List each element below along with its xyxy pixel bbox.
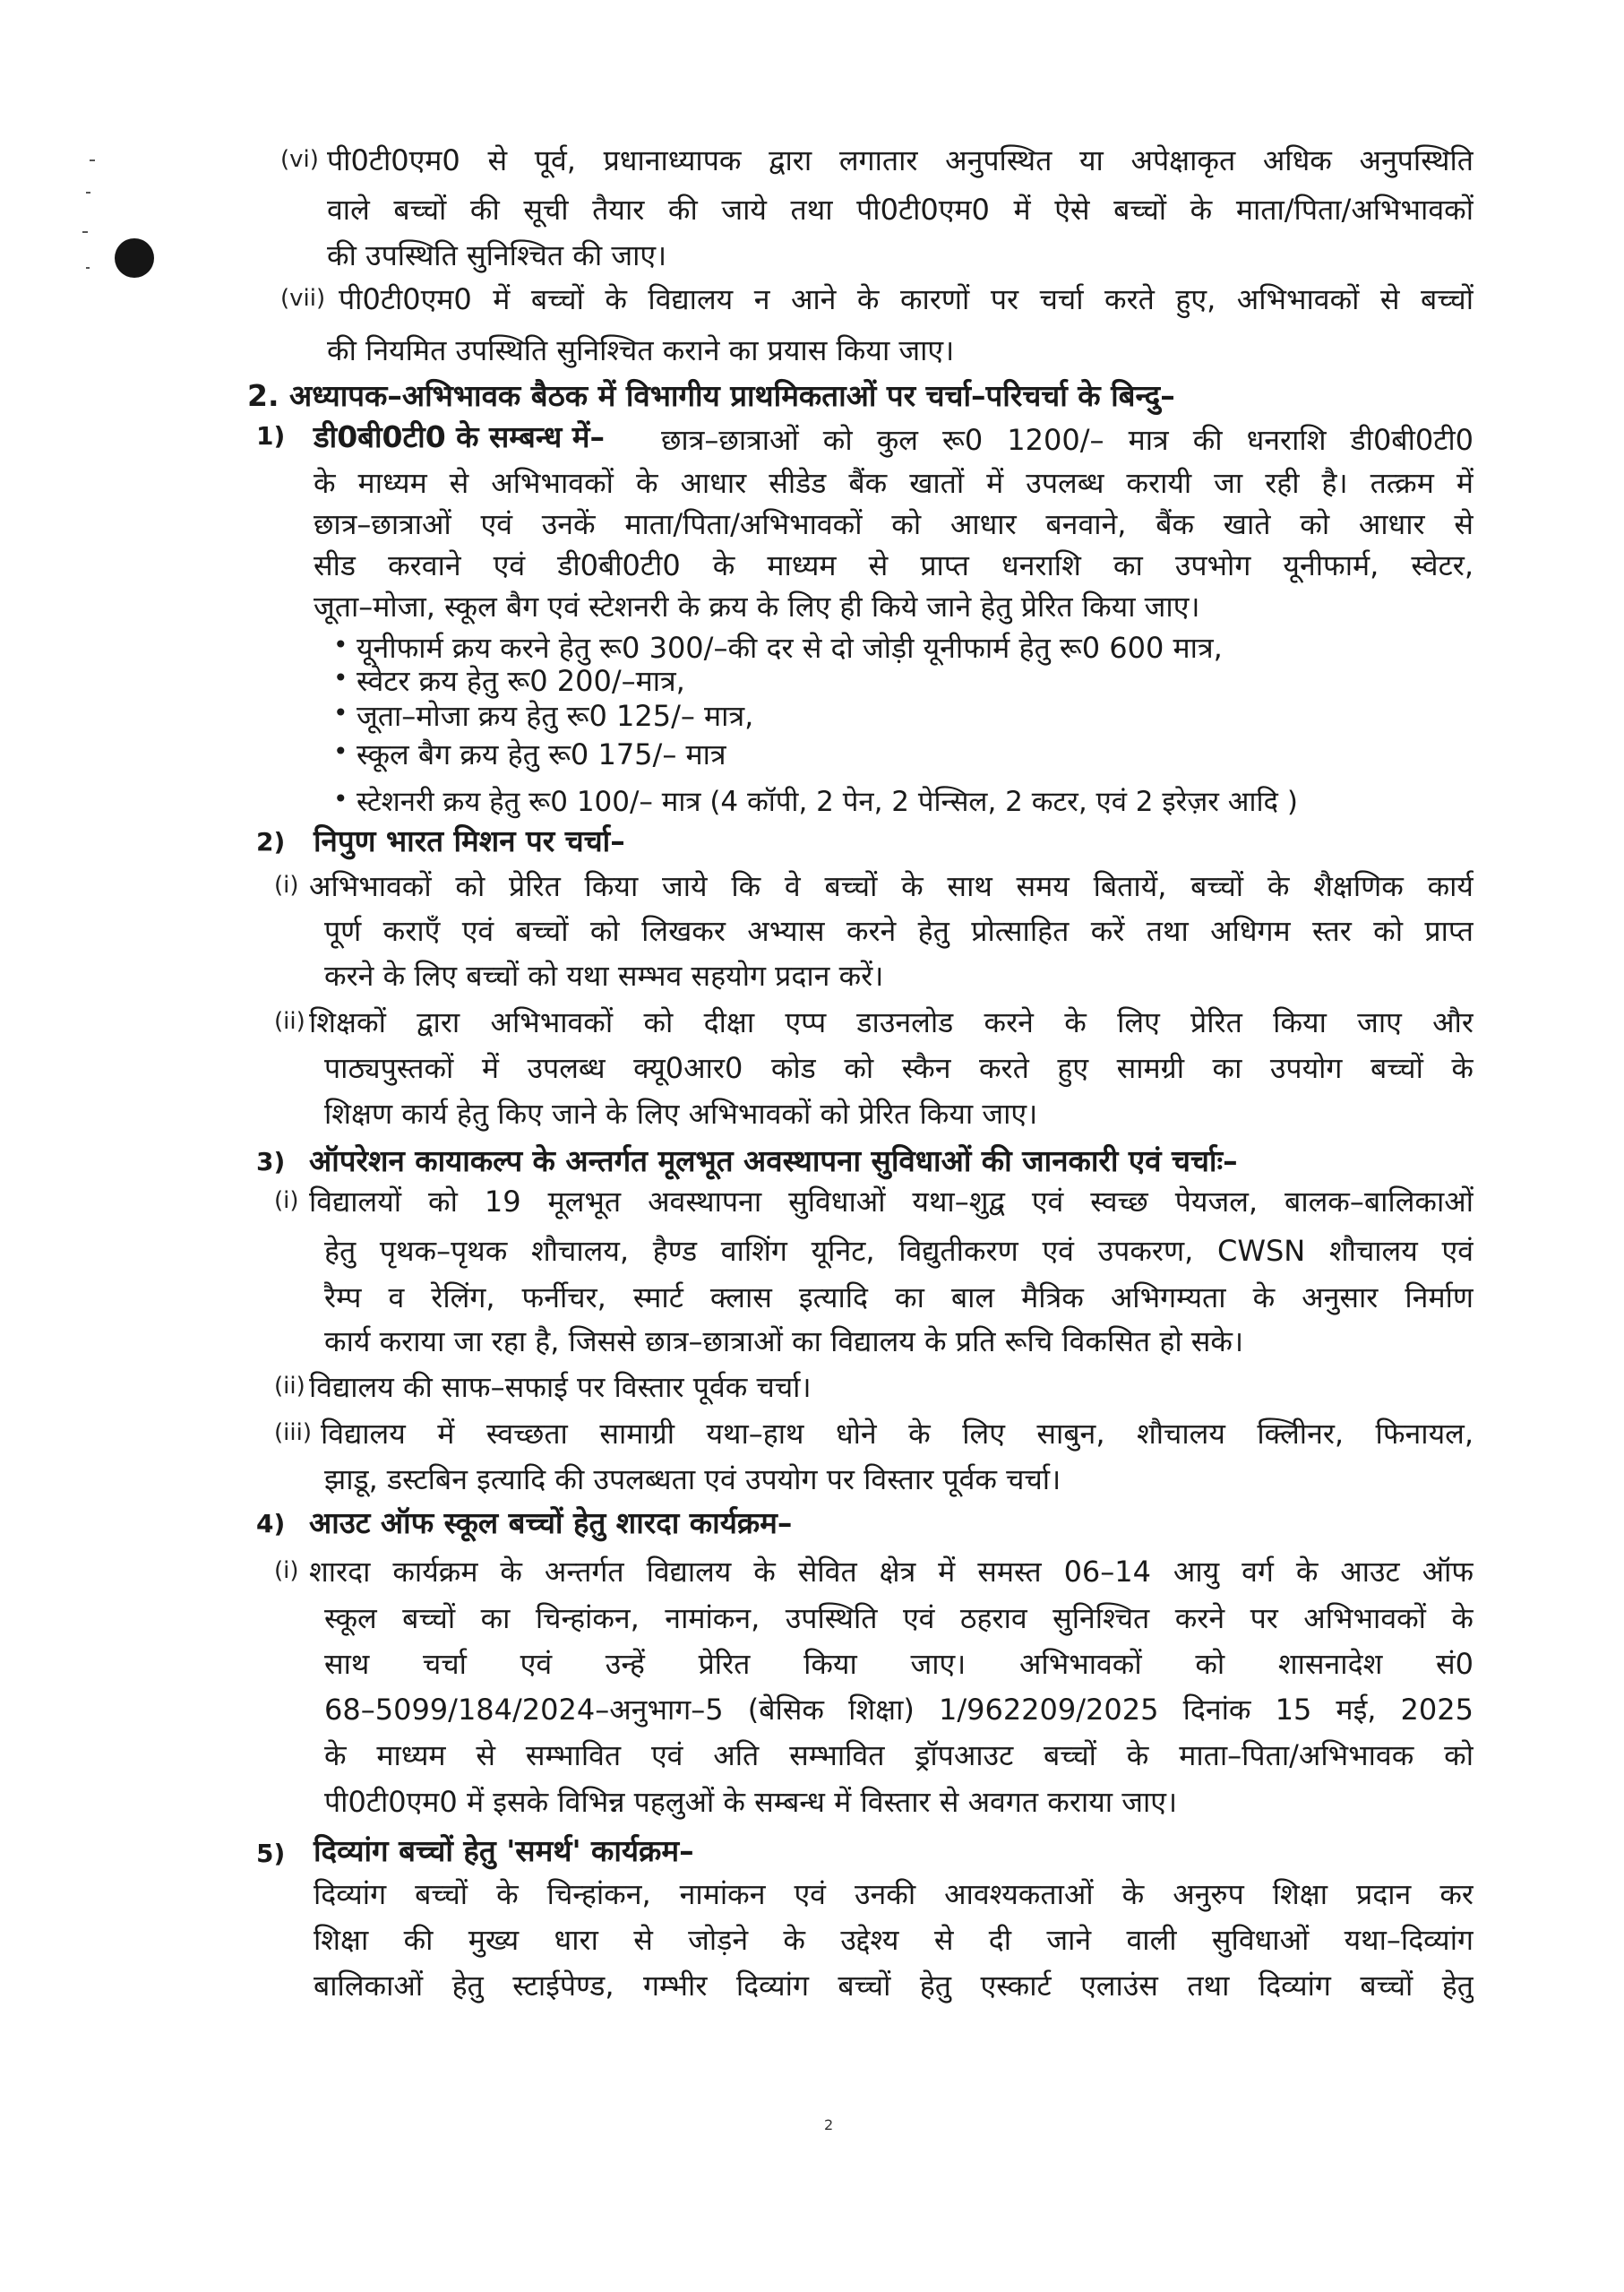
scan-speck [86,192,90,194]
subsection-title: डी0बी0टी0 के सम्बन्ध में– [314,419,606,454]
bullet-text: स्वेटर क्रय हेतु रू0 200/–मात्र, [357,664,685,698]
scan-speck [82,231,88,233]
scan-speck [90,159,95,161]
text-line: जूता–मोजा, स्कूल बैग एवं स्टेशनरी के क्रय के लिए ही किये जाने हेतु प्रेरित किया जाए। [314,590,1200,624]
item-marker: (vii) [280,285,326,312]
text-line: विद्यालयों को 19 मूलभूत अवस्थापना सुविधाओं यथा–शुद्व एवं स्वच्छ पेयजल, बालक–बालिकाओं [309,1185,1474,1219]
text-line: शिक्षकों द्वारा अभिभावकों को दीक्षा एप्प डाउनलोड करने के लिए प्रेरित किया जाए और [309,1005,1474,1039]
item-marker: (i) [274,1557,299,1584]
bullet-icon: • [333,630,348,659]
bullet-text: स्कूल बैग क्रय हेतु रू0 175/– मात्र [357,737,726,771]
section-heading: 2. अध्यापक–अभिभावक बैठक में विभागीय प्राथमिकताओं पर चर्चा–परिचर्चा के बिन्दु– [247,378,1175,413]
bullet-icon: • [333,663,348,693]
bullet-text: यूनीफार्म क्रय करने हेतु रू0 300/–की दर से दो जोड़ी यूनीफार्म हेतु रू0 600 मात्र, [357,631,1223,665]
item-marker: (i) [274,1187,299,1214]
text-line: सीड करवाने एवं डी0बी0टी0 के माध्यम से प्राप्त धनराशि का उपभोग यूनीफार्म, स्वेटर, [314,548,1474,582]
text-line: शिक्षण कार्य हेतु किए जाने के लिए अभिभावकों को प्रेरित किया जाए। [324,1097,1038,1131]
text-line: पी0टी0एम0 से पूर्व, प्रधानाध्यापक द्वारा लगातार अनुपस्थित या अपेक्षाकृत अधिक अनुपस्थिति [327,143,1474,177]
text-line: पी0टी0एम0 में इसके विभिन्न पहलुओं के सम्बन्ध में विस्तार से अवगत कराया जाए। [324,1785,1178,1819]
text-line: बालिकाओं हेतु स्टाईपेण्ड, गम्भीर दिव्यांग बच्चों हेतु एस्कार्ट एलाउंस तथा दिव्यांग बच्चों हेतु [314,1969,1474,2003]
item-marker: (iii) [274,1419,312,1446]
text-line: की उपस्थिति सुनिश्चित की जाए। [327,238,667,272]
text-line: के माध्यम से सम्भावित एवं अति सम्भावित ड्रॉपआउट बच्चों के माता–पिता/अभिभावक को [324,1738,1474,1772]
text-line: पी0टी0एम0 में बच्चों के विद्यालय न आने के कारणों पर चर्चा करते हुए, अभिभावकों से बच्चों [339,282,1474,316]
subsection-number: 2) [256,827,286,857]
bullet-icon: • [333,784,348,814]
item-marker: (vi) [280,146,319,173]
subsection-title: ऑपरेशन कायाकल्प के अन्तर्गत मूलभूत अवस्थापना सुविधाओं की जानकारी एवं चर्चाः– [309,1143,1238,1178]
subsection-number: 5) [256,1839,286,1868]
subsection-title: दिव्यांग बच्चों हेतु 'समर्थ' कार्यक्रम– [314,1833,694,1868]
text-line: के माध्यम से अभिभावकों के आधार सीडेड बैंक खातों में उपलब्ध करायी जा रही है। तत्क्रम में [314,466,1474,500]
subsection-number: 3) [256,1147,286,1176]
text-line: साथ चर्चा एवं उन्हें प्रेरित किया जाए। अभिभावकों को शासनादेश सं0 [324,1647,1474,1681]
item-marker: (ii) [274,1373,305,1400]
text-line: दिव्यांग बच्चों के चिन्हांकन, नामांकन एवं उनकी आवश्यकताओं के अनुरुप शिक्षा प्रदान कर [314,1877,1474,1911]
item-marker: (i) [274,872,299,899]
text-line: स्कूल बच्चों का चिन्हांकन, नामांकन, उपस्थिति एवं ठहराव सुनिश्चित करने पर अभिभावकों के [324,1601,1474,1635]
text-line: रैम्प व रेलिंग, फर्नीचर, स्मार्ट क्लास इत्यादि का बाल मैत्रिक अभिगम्यता के अनुसार निर्माण [324,1280,1474,1314]
bullet-text: स्टेशनरी क्रय हेतु रू0 100/– मात्र (4 कॉपी, 2 पेन, 2 पेन्सिल, 2 कटर, एवं 2 इरेज़र आदि ) [357,786,1298,818]
scan-speck [86,267,90,269]
text-line: पाठ्यपुस्तकों में उपलब्ध क्यू0आर0 कोड को स्कैन करते हुए सामग्री का उपयोग बच्चों के [324,1051,1474,1085]
text-line: झाडू, डस्टबिन इत्यादि की उपलब्धता एवं उपयोग पर विस्तार पूर्वक चर्चा। [324,1462,1061,1496]
text-line: छात्र–छात्राओं एवं उनकें माता/पिता/अभिभावकों को आधार बनवाने, बैंक खाते को आधार से [314,507,1474,541]
page-number: 2 [824,2116,834,2133]
bullet-icon: • [333,737,348,766]
subsection-number: 1) [256,421,286,451]
text-line: विद्यालय की साफ–सफाई पर विस्तार पूर्वक चर्चा। [309,1370,812,1404]
text-line: 68–5099/184/2024–अनुभाग–5 (बेसिक शिक्षा) 1/962209/2025 दिनांक 15 मई, 2025 [324,1693,1474,1727]
punch-hole [115,238,154,278]
subsection-title: निपुण भारत मिशन पर चर्चा– [314,823,625,858]
text-line: विद्यालय में स्वच्छता सामाग्री यथा–हाथ धोने के लिए साबुन, शौचालय क्लिीनर, फिनायल, [321,1417,1474,1451]
text-line: अभिभावकों को प्रेरित किया जाये कि वे बच्चों के साथ समय बितायें, बच्चों के शैक्षणिक कार्य [309,869,1474,903]
text-line: शिक्षा की मुख्य धारा से जोड़ने के उद्देश्य से दी जाने वाली सुविधाओं यथा–दिव्यांग [314,1923,1474,1957]
text-line: की नियमित उपस्थिति सुनिश्चित कराने का प्रयास किया जाए। [327,333,955,367]
subsection-title: आउट ऑफ स्कूल बच्चों हेतु शारदा कार्यक्रम– [309,1505,793,1540]
text-line: शारदा कार्यक्रम के अन्तर्गत विद्यालय के सेवित क्षेत्र में समस्त 06–14 आयु वर्ग के आउट ऑफ [309,1555,1474,1589]
text-line: हेतु पृथक–पृथक शौचालय, हैण्ड वाशिंग यूनिट, विद्युतीकरण एवं उपकरण, CWSN शौचालय एवं [324,1234,1474,1268]
text-line: पूर्ण कराएँ एवं बच्चों को लिखकर अभ्यास करने हेतु प्रोत्साहित करें तथा अधिगम स्तर को प्राप्त [324,914,1474,948]
text-line: कार्य कराया जा रहा है, जिससे छात्र–छात्राओं का विद्यालय के प्रति रूचि विकसित हो सके। [324,1324,1244,1358]
subsection-number: 4) [256,1509,286,1538]
text-line: करने के लिए बच्चों को यथा सम्भव सहयोग प्रदान करें। [324,959,884,993]
text-line: छात्र–छात्राओं को कुल रू0 1200/– मात्र की धनराशि डी0बी0टी0 [661,423,1474,457]
item-marker: (ii) [274,1008,305,1035]
bullet-icon: • [333,698,348,728]
text-line: वाले बच्चों की सूची तैयार की जाये तथा पी0टी0एम0 में ऐसे बच्चों के माता/पिता/अभिभावकों [327,193,1474,227]
bullet-text: जूता–मोजा क्रय हेतु रू0 125/– मात्र, [357,699,754,733]
